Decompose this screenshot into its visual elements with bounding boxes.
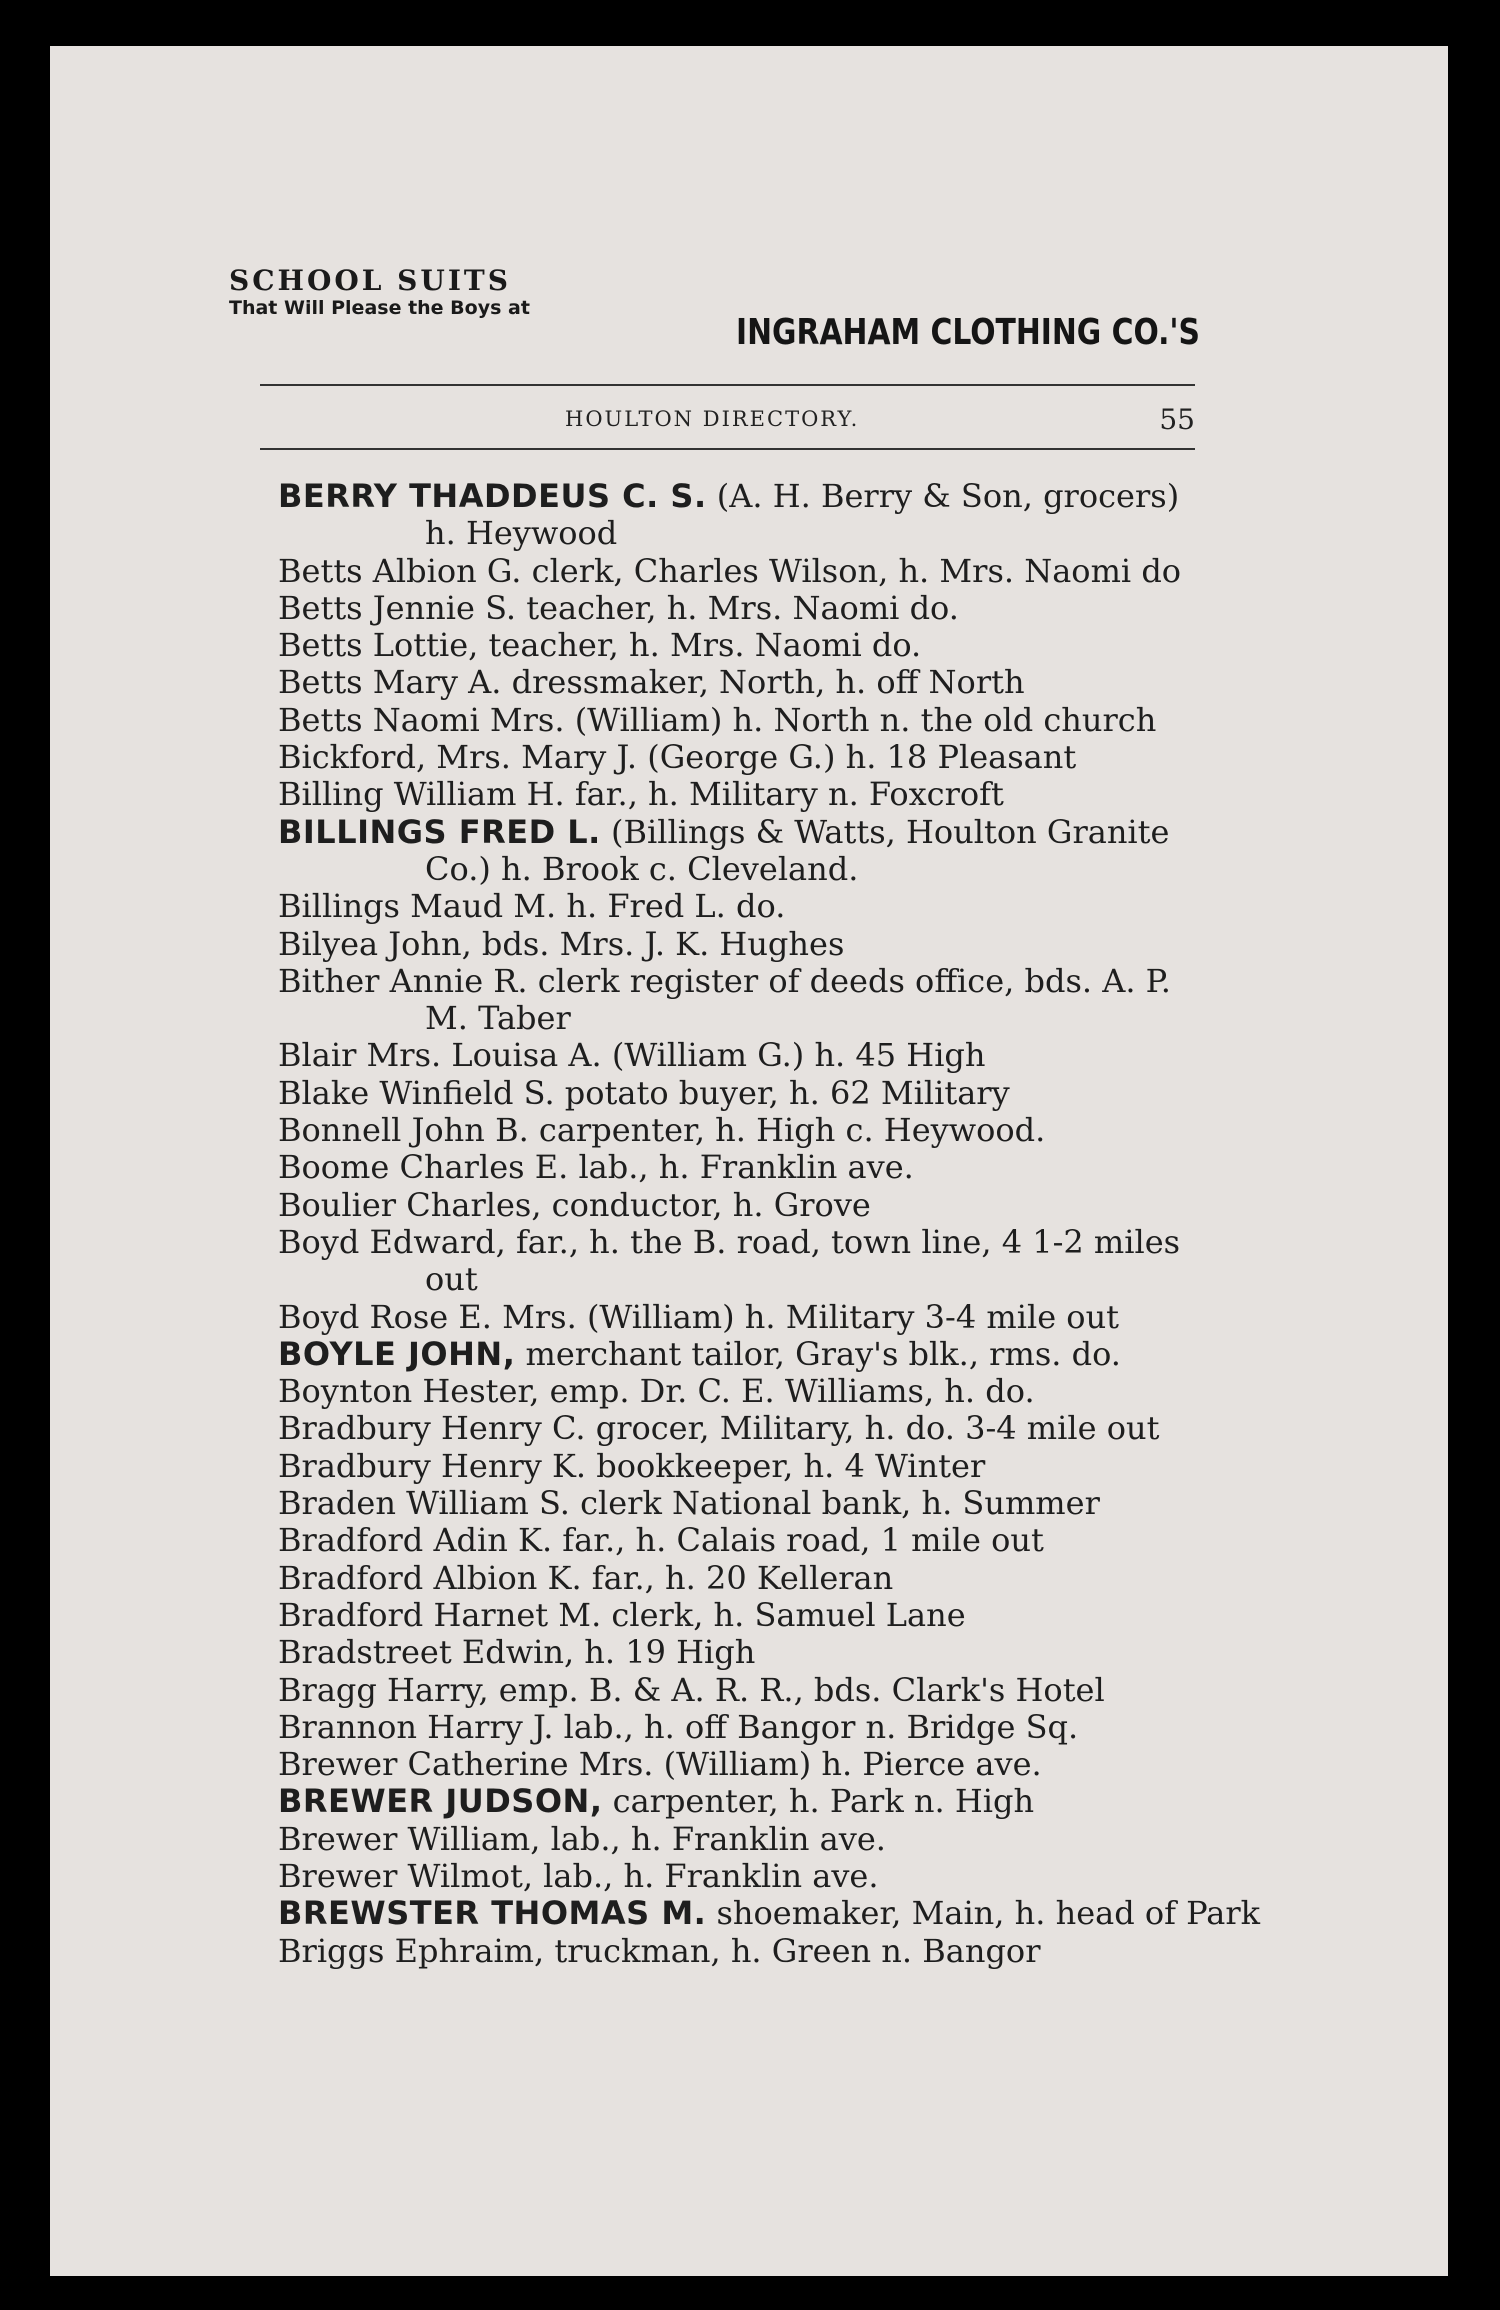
directory-entry xyxy=(278,1746,1218,1783)
running-head xyxy=(260,403,1195,439)
header-rule xyxy=(260,448,1195,450)
directory-entry xyxy=(278,1522,1218,1559)
directory-entry xyxy=(278,926,1218,963)
entry-text: Braden William S. clerk National bank, h. Summer xyxy=(278,1484,1100,1523)
entry-text: Bither Annie R. clerk register of deeds office, bds. A. P. M. Taber xyxy=(278,961,1171,1038)
directory-entry xyxy=(278,553,1218,590)
entry-text: Brewer Wilmot, lab., h. Franklin ave. xyxy=(278,1856,879,1895)
entry-text: Brewer William, lab., h. Franklin ave. xyxy=(278,1819,886,1858)
directory-entry xyxy=(278,1224,1218,1299)
directory-entry xyxy=(278,1299,1218,1336)
directory-entry xyxy=(278,739,1218,776)
directory-entry xyxy=(278,1187,1218,1224)
directory-entry xyxy=(278,1858,1218,1895)
entry-text: Bradford Harnet M. clerk, h. Samuel Lane xyxy=(278,1595,966,1634)
entry-text: shoemaker, Main, h. head of Park xyxy=(706,1894,1260,1933)
directory-entry xyxy=(278,1336,1218,1373)
entry-text: Boulier Charles, conductor, h. Grove xyxy=(278,1185,871,1224)
directory-entry xyxy=(278,478,1218,553)
entry-text: Bradford Albion K. far., h. 20 Kelleran xyxy=(278,1558,894,1597)
entry-text: Betts Naomi Mrs. (William) h. North n. the old church xyxy=(278,700,1157,739)
entry-text: Boynton Hester, emp. Dr. C. E. Williams, h. do. xyxy=(278,1372,1035,1411)
ad-ingraham-clothing: INGRAHAM CLOTHING CO.'S xyxy=(736,312,1200,353)
directory-entry xyxy=(278,1075,1218,1112)
directory-entry xyxy=(278,1933,1218,1970)
ad-rule xyxy=(260,384,1195,386)
entry-text: Brannon Harry J. lab., h. off Bangor n. Bridge Sq. xyxy=(278,1707,1079,1746)
directory-entry xyxy=(278,1037,1218,1074)
entry-name-bold: BILLINGS FRED L. xyxy=(278,812,601,851)
entry-text: Boyd Edward, far., h. the B. road, town line, 4 1-2 miles out xyxy=(278,1222,1181,1299)
entry-text: Blair Mrs. Louisa A. (William G.) h. 45 High xyxy=(278,1036,986,1075)
page-number: 55 xyxy=(1159,403,1195,436)
entry-name-bold: BREWSTER THOMAS M. xyxy=(278,1894,707,1933)
directory-entry xyxy=(278,627,1218,664)
entry-text: Bragg Harry, emp. B. & A. R. R., bds. Clark's Hotel xyxy=(278,1670,1105,1709)
directory-entry xyxy=(278,1672,1218,1709)
entry-text: Billings Maud M. h. Fred L. do. xyxy=(278,887,786,926)
entry-text: Betts Jennie S. teacher, h. Mrs. Naomi do. xyxy=(278,588,959,627)
directory-entry xyxy=(278,590,1218,627)
entry-text: Betts Albion G. clerk, Charles Wilson, h. Mrs. Naomi do xyxy=(278,551,1182,590)
running-head-title: HOULTON DIRECTORY. xyxy=(565,407,860,431)
ad-school-suits-tagline: That Will Please the Boys at xyxy=(229,297,530,319)
directory-entries xyxy=(278,477,1260,1970)
entry-text: (A. H. Berry & Son, grocers) h. Heywood xyxy=(425,477,1180,553)
entry-text: Blake Winfield S. potato buyer, h. 62 Military xyxy=(278,1073,1010,1112)
entry-text: Bilyea John, bds. Mrs. J. K. Hughes xyxy=(278,924,845,963)
directory-entry xyxy=(278,664,1218,701)
entry-text: Boome Charles E. lab., h. Franklin ave. xyxy=(278,1148,914,1187)
directory-entry xyxy=(278,1821,1218,1858)
entry-text: Bradbury Henry C. grocer, Military, h. do. 3-4 mile out xyxy=(278,1409,1160,1448)
entry-text: Bradford Adin K. far., h. Calais road, 1 mile out xyxy=(278,1521,1044,1560)
entry-text: Betts Lottie, teacher, h. Mrs. Naomi do. xyxy=(278,626,922,665)
ad-school-suits-heading: SCHOOL SUITS xyxy=(229,264,511,297)
entry-name-bold: BERRY THADDEUS C. S. xyxy=(278,477,707,515)
directory-entry xyxy=(278,1485,1218,1522)
entry-text: Briggs Ephraim, truckman, h. Green n. Bangor xyxy=(278,1931,1041,1970)
directory-entry xyxy=(278,1894,1260,1933)
directory-entry xyxy=(278,702,1218,739)
directory-entry xyxy=(278,1560,1218,1597)
directory-entry xyxy=(278,1783,1218,1820)
directory-entry xyxy=(278,1373,1218,1410)
entry-text: (Billings & Watts, Houlton Granite Co.) h. Brook c. Cleveland. xyxy=(425,812,1170,888)
directory-entry xyxy=(278,888,1218,925)
entry-name-bold: BREWER JUDSON, xyxy=(278,1782,603,1821)
entry-text: Bonnell John B. carpenter, h. High c. Heywood. xyxy=(278,1111,1046,1150)
directory-entry xyxy=(278,1634,1218,1671)
entry-text: Bradstreet Edwin, h. 19 High xyxy=(278,1633,756,1672)
entry-name-bold: BOYLE JOHN, xyxy=(278,1334,516,1373)
directory-entry xyxy=(278,1448,1218,1485)
entry-text: carpenter, h. Park n. High xyxy=(602,1782,1035,1821)
directory-entry xyxy=(278,1149,1218,1186)
entry-text: Brewer Catherine Mrs. (William) h. Pierce ave. xyxy=(278,1745,1042,1784)
entry-text: Betts Mary A. dressmaker, North, h. off North xyxy=(278,663,1025,702)
directory-entry xyxy=(278,1410,1218,1447)
directory-entry xyxy=(278,814,1218,889)
entry-text: Billing William H. far., h. Military n. Foxcroft xyxy=(278,775,1004,814)
entry-text: Boyd Rose E. Mrs. (William) h. Military 3-4 mile out xyxy=(278,1297,1120,1336)
entry-text: Bickford, Mrs. Mary J. (George G.) h. 18 Pleasant xyxy=(278,738,1077,777)
entry-text: Bradbury Henry K. bookkeeper, h. 4 Winter xyxy=(278,1446,986,1485)
directory-entry xyxy=(278,776,1218,813)
entry-text: merchant tailor, Gray's blk., rms. do. xyxy=(515,1334,1121,1373)
directory-entry xyxy=(278,1597,1218,1634)
directory-entry xyxy=(278,963,1218,1038)
ad-school-suits xyxy=(229,266,609,320)
directory-entry xyxy=(278,1112,1218,1149)
directory-entry xyxy=(278,1709,1218,1746)
